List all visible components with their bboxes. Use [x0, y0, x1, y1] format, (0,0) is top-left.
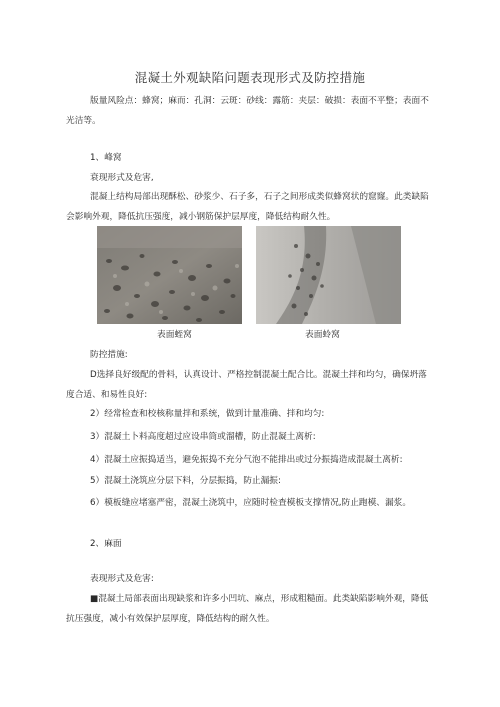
photo-caption-2: 表面蛉窝	[305, 330, 340, 340]
photo-caption-1: 表面蛭窝	[157, 330, 192, 340]
section2-description: ■混凝土局部表面出现缺浆和许多小凹坑、麻点，形成粗糙面。此类缺陷影响外观，降低抗压强度，减小有效保护层厚度，降低结构的耐久性。	[66, 594, 429, 624]
measure-item-2: 2）经常检查和校核称量拌和系统，做到计量准确、拌和均匀:	[90, 409, 325, 419]
measure-item-1: D选择良好级配的骨料，认真设计、严格控制混凝土配合比。混凝土拌和均匀，确保坍落度合适、和易性良好:	[66, 370, 427, 400]
measures-heading: 防控措施:	[90, 350, 128, 360]
measure-item-4: 4）混凝土应振捣适当，避免振捣不充分气泡不能排出或过分振捣造成混凝土离析:	[90, 455, 403, 465]
measure-item-6: 6）模板缝应堵塞严密，混凝土浇筑中，应随时检査模板支撑情况,防止跑模、漏浆。	[90, 498, 412, 508]
measure-item-5: 5）混凝土浇筑应分层下料，分层振捣，防止漏振:	[90, 476, 281, 486]
section1-description: 混凝上结构局部出现酥松、砂浆少、石子多，石子之间形成类似蜂窝状的窟窿。此类缺陷会影响外观，降低抗压强度，减小钢筋保护层厚度，降低结构耐久性。	[66, 192, 429, 222]
measure-item-3: 3）混凝土卜料高度超过应设串筒或溜槽，防止混凝土离析:	[90, 432, 316, 442]
page-title: 混凝土外观缺陷问题表现形式及防控措施	[134, 70, 366, 85]
intro-paragraph: 版量风险点：蜂窝；麻而：孔洞：云斑：砂线：露筋：夹层：破损：表面不平整；表面不光洁等。	[66, 96, 429, 126]
section1-heading: 1、峰窝	[90, 153, 122, 163]
section2-heading: 2、麻面	[90, 539, 122, 549]
honeycomb-photo-2	[256, 226, 401, 324]
honeycomb-photo-1	[97, 226, 242, 324]
section2-subheading: 表现形式及危害:	[90, 574, 154, 584]
section1-subheading: 衰现形式及危害,	[90, 173, 154, 183]
